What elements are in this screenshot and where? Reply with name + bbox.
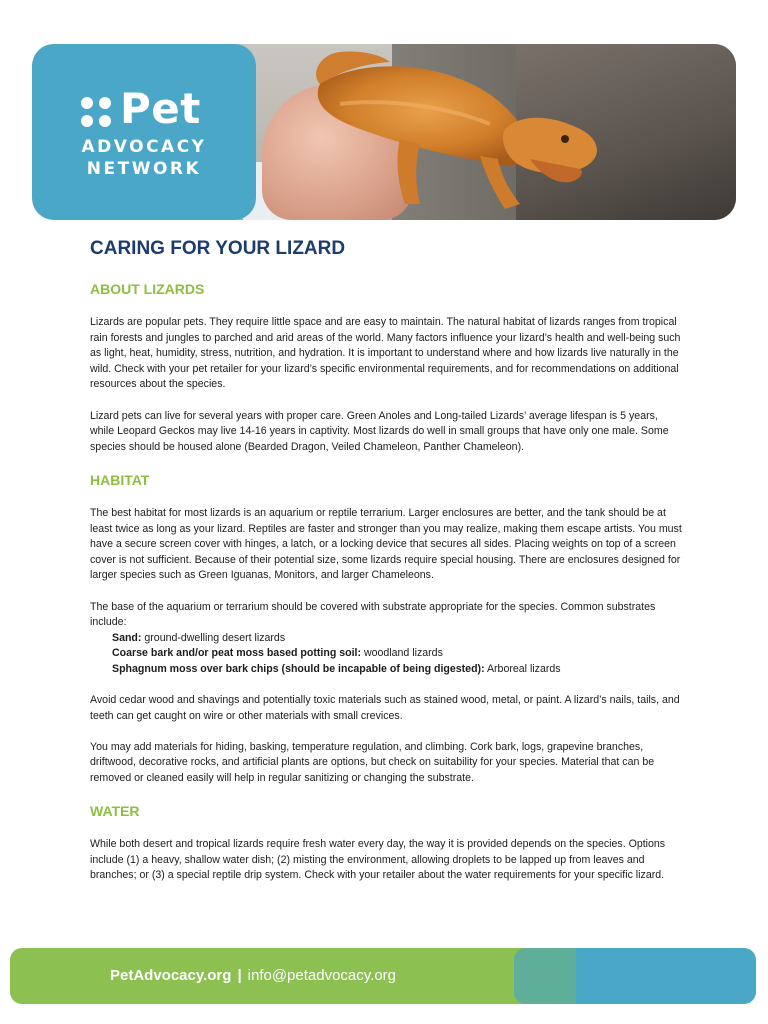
section-heading-about: ABOUT LIZARDS bbox=[90, 281, 205, 297]
substrate-desc: Arboreal lizards bbox=[484, 662, 561, 675]
footer-bar bbox=[10, 948, 756, 1004]
logo-subtitle bbox=[80, 136, 208, 180]
footer-separator: | bbox=[237, 967, 242, 984]
document-body bbox=[90, 236, 682, 900]
footer-contact bbox=[110, 966, 396, 986]
substrate-list bbox=[90, 600, 682, 678]
substrate-desc: woodland lizards bbox=[361, 647, 443, 660]
section-heading-habitat: HABITAT bbox=[90, 471, 150, 488]
section-heading-water: WATER bbox=[90, 803, 140, 820]
section-about bbox=[90, 280, 682, 455]
substrate-intro: The base of the aquarium or terrarium should be covered with substrate appropriate for the species. Common substrates include: bbox=[90, 600, 656, 629]
paw-icon bbox=[78, 94, 114, 130]
logo-line-advocacy: ADVOCACY bbox=[81, 137, 207, 157]
substrate-label: Sphagnum moss over bark chips (should be incapable of being digested): bbox=[112, 662, 485, 675]
substrate-desc: ground-dwelling desert lizards bbox=[141, 631, 286, 644]
logo-panel bbox=[32, 44, 256, 220]
email-link[interactable]: info@petadvocacy.org bbox=[247, 967, 397, 984]
section-water bbox=[90, 802, 682, 884]
logo-line-network: NETWORK bbox=[86, 159, 202, 179]
water-paragraph-1: While both desert and tropical lizards require fresh water every day, the way it is provided depends on the species. Options include (1) a heavy, shallow water dish; (2) misting the environment, allowing droplets to be lapped up from leaves and branches; or (3) a special reptile drip system. Check with your retailer about the water requirements for your specific lizard. bbox=[90, 838, 666, 882]
substrate-label: Sand: bbox=[112, 631, 142, 644]
page-title: CARING FOR YOUR LIZARD bbox=[90, 238, 346, 259]
header-banner bbox=[32, 44, 736, 220]
habitat-paragraph-3: Avoid cedar wood and shavings and potentially toxic materials such as stained wood, metal, or paint. A lizard’s nails, tails, and teeth can get caught on wire or other materials with small crevices. bbox=[90, 694, 680, 722]
list-item bbox=[90, 662, 682, 678]
list-item bbox=[90, 646, 682, 662]
list-item bbox=[90, 631, 682, 647]
website-link[interactable]: PetAdvocacy.org bbox=[110, 967, 232, 984]
logo-wordmark: Pet bbox=[120, 84, 201, 133]
habitat-paragraph-1: The best habitat for most lizards is an aquarium or reptile terrarium. Larger enclosures are better, and the tank should be at least twice as long as your lizard. Reptiles are faster and stronger than you may realize, making them escape artists. You must have a secure screen cover with hinges, a latch, or a locking device that secures all sides. Placing weights on top of a screen cover is not sufficient. Because of their potential size, some lizards require special housing. There are enclosures designed for larger species such as Green Iguanas, Monitors, and larger Chameleons. bbox=[90, 506, 682, 582]
lizard-photo bbox=[280, 44, 640, 220]
habitat-paragraph-4: You may add materials for hiding, basking, temperature regulation, and climbing. Cork bark, logs, grapevine branches, driftwood, decorative rocks, and artificial plants are options, but check on suitability for your species. Material that can be removed or cleaned easily will help in regular sanitizing or changing the substrate. bbox=[90, 740, 655, 785]
about-paragraph-1: Lizards are popular pets. They require little space and are easy to maintain. The natural habitat of lizards ranges from tropical rain forests and jungles to parched and arid areas of the world. Many factors influence your lizard’s health and well-being such as light, heat, humidity, stress, nutrition, and hydration. It is important to understand where and how lizards live naturally in the wild. Check with your pet retailer for your lizard’s specific environmental requirements, and for recommendations on additional resources about the species. bbox=[90, 316, 681, 391]
footer-teal-block bbox=[514, 948, 576, 1004]
about-paragraph-2: Lizard pets can live for several years with proper care. Green Anoles and Long-tailed Lizards’ average lifespan is 5 years, while Leopard Geckos may live 14-16 years in captivity. Most lizards do well in small groups that have only one male. Some species should be housed alone (Bearded Dragon, Veiled Chameleon, Panther Chameleon). bbox=[90, 409, 669, 453]
substrate-label: Coarse bark and/or peat moss based potting soil: bbox=[112, 647, 362, 660]
section-habitat bbox=[90, 471, 682, 787]
